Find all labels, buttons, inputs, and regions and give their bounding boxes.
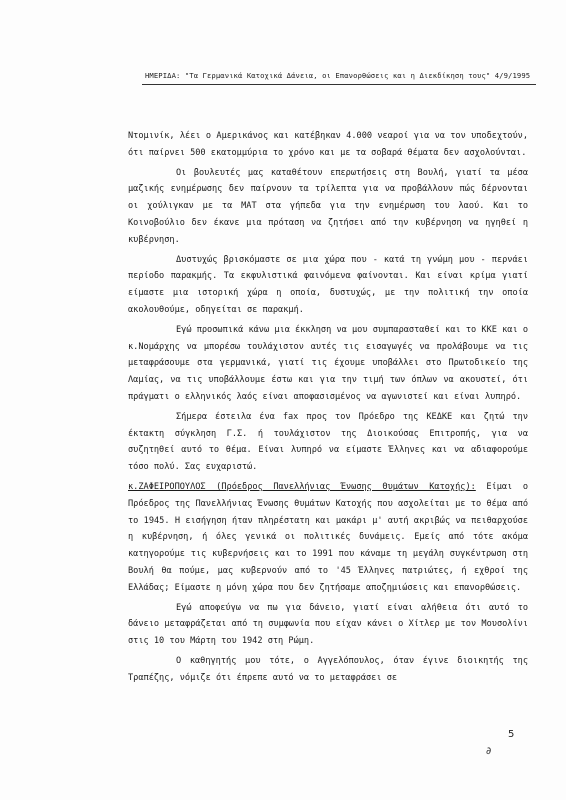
page-number: 5 — [508, 729, 515, 740]
paragraph — [128, 600, 528, 650]
header-rule — [142, 84, 536, 85]
handwritten-mark: ∂ — [486, 746, 492, 757]
page-header: ΗΜΕΡΙΔΑ: "Τα Γερμανικά Κατοχικά Δάνεια, οι Επανορθώσεις και η Διεκδίκηση τους" 4/9/1995 — [145, 71, 531, 80]
paragraph — [128, 409, 528, 476]
paragraph-text: Εγώ αποφεύγω να πω για δάνειο, γιατί είναι αλήθεια ότι αυτό το δάνειο μεταφράζεται από τη συμφωνία που είχαν κάνει ο Χίτλερ με τον Μουσολίνι στις 10 του Μάρτη του 1942 στη Ρώμη. — [128, 602, 528, 647]
paragraph-text: Εγώ προσωπικά κάνω μια έκκληση να μου συμπαρασταθεί και το ΚΚΕ και ο κ.Νομάρχης να μπορέσω τουλάχιστον αυτές τις εισαγωγές να προλάβουμε να τις μεταφράσουμε στα γερμανικά, γιατί τις έχουμε υποβάλλει στο Πρωτοδικείο της Λαμίας, να τις υποβάλλουμε έστω και για την τιμή των όπλων να ακουστεί, ότι πράγματι ο ελληνικός λαός είναι αποφασισμένος να αγωνιστεί και είναι λυπηρό. — [128, 324, 528, 402]
paragraph — [128, 128, 528, 162]
paragraph-text: Σήμερα έστειλα ένα fax προς τον Πρόεδρο της ΚΕΔΚΕ και ζητώ την έκτακτη σύγκληση Γ.Σ. ή τουλάχιστον της Διοικούσας Επιτροπής, για να συζητηθεί αυτό το θέμα. Είναι λυπηρό να είμαστε Έλληνες και να αδιαφορούμε τόσο πολύ. Σας ευχαριστώ. — [128, 411, 528, 473]
paragraph-text: Είμαι ο Πρόεδρος της Πανελλήνιας Ένωσης θυμάτων Κατοχής που ασχολείται με το θέμα από το 1945. Η εισήγηση ήταν πληρέστατη και μακάρι μ' αυτή ακριβώς να πειθαρχούσε η κυβέρνηση, ή όλες γενικά οι πολιτικές δυνάμεις. Εμείς από τότε ακόμα κατηγορούμε τις κυβερνήσεις και το 1991 που κάναμε τη μεγάλη συγκέντρωση στη Βουλή θα πούμε, μας κυβερνούν από το '45 Έλληνες πατριώτες, ή εχθροί της Ελλάδας; Είμαστε η μόνη χώρα που δεν ζητήσαμε αποζημιώσεις και επανορθώσεις. — [128, 481, 528, 593]
paragraph-text: Ο καθηγητής μου τότε, ο Αγγελόπουλος, όταν έγινε διοικητής της Τραπέζης, νόμιζε ότι έπρεπε αυτό να το μεταφράσει σε — [128, 655, 528, 683]
paragraph — [128, 252, 528, 319]
paragraph — [128, 653, 528, 687]
document-body — [128, 128, 528, 690]
paragraph — [128, 322, 528, 406]
paragraph-text: Ντομινίκ, λέει ο Αμερικάνος και κατέβηκαν 4.000 νεαροί για να τον υποδεχτούν, ότι παίρνει 500 εκατομμύρια το χρόνο και με τα σοβαρά θέματα δεν ασχολούνται. — [128, 131, 528, 158]
paragraph — [128, 479, 528, 597]
paragraph — [128, 165, 528, 249]
paragraph-text: Δυστυχώς βρισκόμαστε σε μια χώρα που - κατά τη γνώμη μου - περνάει περίοδο παρακμής. Τα εκφυλιστικά φαινόμενα φαίνονται. Και είναι κρίμα γιατί είμαστε μια ιστορική χώρα η οποία, δυστυχώς, με την πολιτική την οποία ακολουθούμε, οδηγείται σε παρακμή. — [128, 254, 528, 315]
paragraph-text: Οι βουλευτές μας καταθέτουν επερωτήσεις στη Βουλή, γιατί τα μέσα μαζικής ενημέρωσης δεν παίρνουν τα τρίλεπτα για να προβάλλουν πώς δέρνονται οι χούλιγκαν με τα ΜΑΤ στα γήπεδα για την ενημέρωση του λαού. Και το Κοινοβούλιο δεν έκανε μια πρόταση να ζητήσει από την κυβέρνηση να ηγηθεί η κυβέρνηση. — [128, 167, 528, 245]
speaker-name: κ.ΖΑΦΕΙΡΟΠΟΥΛΟΣ (Πρόεδρος Πανελλήνιας Ένωσης Θυμάτων Κατοχής): — [128, 481, 476, 492]
